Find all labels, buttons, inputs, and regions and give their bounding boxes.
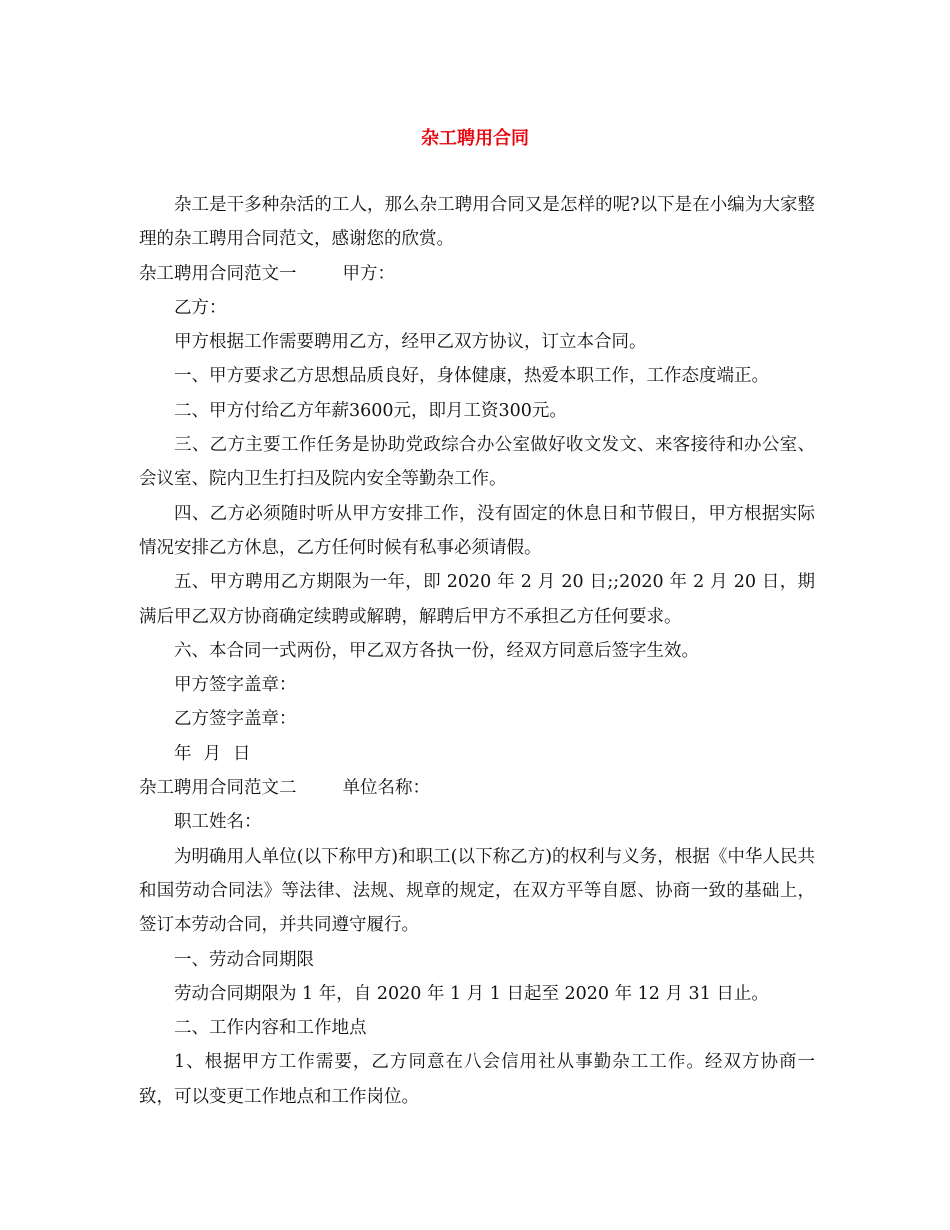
date-day: 日 (233, 743, 251, 764)
intro-paragraph: 杂工是干多种杂活的工人，那么杂工聘用合同又是怎样的呢?以下是在小编为大家整理的杂工聘用合同范文，感谢您的欣赏。 (139, 195, 815, 250)
signature-party-b: 乙方签字盖章： (174, 709, 297, 730)
section-2-title: 二、工作内容和工作地点 (174, 1018, 367, 1039)
section-2-item-1: 1、根据甲方工作需要，乙方同意在八会信用社从事勤杂工工作。经双方协商一致，可以变更工作地点和工作岗位。 (139, 1052, 815, 1107)
clause-5: 五、甲方聘用乙方期限为一年，即 2020 年 2 月 20 日;;2020 年 2 月 20 日，期满后甲乙双方协商确定续聘或解聘，解聘后甲方不承担乙方任何要求。 (139, 572, 815, 627)
date-line (139, 737, 815, 771)
sample2-heading-line (139, 771, 815, 805)
clause-6: 六、本合同一式两份，甲乙双方各执一份，经双方同意后签字生效。 (174, 640, 699, 661)
document-title: 杂工聘用合同 (421, 128, 529, 149)
party-b-label: 乙方： (174, 297, 227, 318)
sample1-preamble: 甲方根据工作需要聘用乙方，经甲乙双方协议，订立本合同。 (174, 332, 647, 353)
clause-1: 一、甲方要求乙方思想品质良好，身体健康，热爱本职工作，工作态度端正。 (174, 366, 769, 387)
signature-party-a: 甲方签字盖章： (174, 675, 297, 696)
clause-2: 二、甲方付给乙方年薪3600元，即月工资300元。 (174, 400, 567, 421)
clause-3: 三、乙方主要工作任务是协助党政综合办公室做好收文发文、来客接待和办公室、会议室、院内卫生打扫及院内安全等勤杂工作。 (139, 435, 815, 490)
sample1-heading-line (139, 257, 815, 291)
section-1-text: 劳动合同期限为 1 年，自 2020 年 1 月 1 日起至 2020 年 12 月 31 日止。 (174, 983, 769, 1004)
sample2-heading: 杂工聘用合同范文二 (139, 778, 297, 799)
date-year: 年 (174, 743, 192, 764)
date-month: 月 (203, 743, 221, 764)
clause-4: 四、乙方必须随时听从甲方安排工作，没有固定的休息日和节假日，甲方根据实际情况安排乙方休息，乙方任何时候有私事必须请假。 (139, 503, 815, 558)
section-1-title: 一、劳动合同期限 (174, 949, 314, 970)
sample2-preamble: 为明确用人单位(以下称甲方)和职工(以下称乙方)的权利与义务，根据《中华人民共和国劳动合同法》等法律、法规、规章的规定，在双方平等自愿、协商一致的基础上，签订本劳动合同，并共同遵守履行。 (139, 846, 815, 936)
sample1-heading: 杂工聘用合同范文一 (139, 263, 297, 284)
employee-name-label: 职工姓名： (174, 812, 262, 833)
party-a-label: 甲方： (342, 263, 395, 284)
document-body (139, 188, 815, 1114)
unit-name-label: 单位名称： (342, 778, 430, 799)
